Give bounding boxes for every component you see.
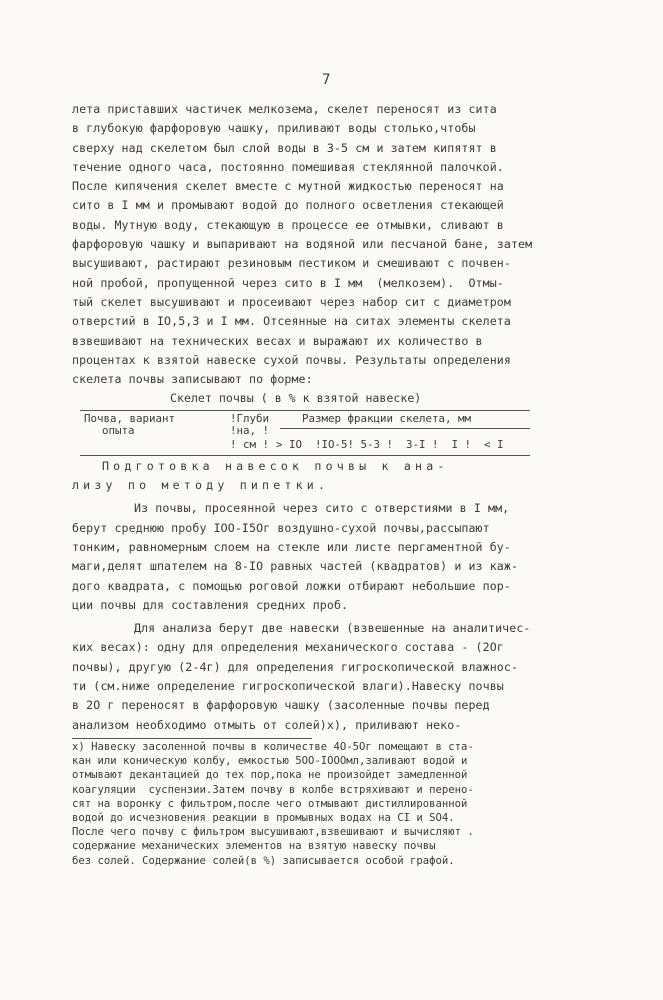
skeleton-form-table <box>80 409 592 457</box>
section-title-line-1: Подготовка навесок почвы к ана- <box>102 458 449 473</box>
text-line: ти (см.ниже определение гигроскопической влаги).Навеску почвы <box>72 679 504 694</box>
col-header-soil-2: опыта <box>102 423 135 437</box>
text-line: воды. Мутную воду, стекающую в процессе ее отмывки, сливают в <box>72 217 504 232</box>
footnote-line: без солей. Содержание солей(в %) записывается особой графой. <box>72 854 455 867</box>
fraction-sizes-row: > IO !IO-5! 5-3 ! 3-I ! I ! < I <box>276 437 504 451</box>
table-rule-top <box>80 410 530 411</box>
text-line: сверху над скелетом был слой воды в 3-5 см и затем кипятят в <box>72 140 497 155</box>
text-line: маги,делят шпателем на 8-IO равных частей (квадратов) и из каж- <box>72 559 519 574</box>
text-line: течение одного часа, постоянно помешивая стеклянной палочкой. <box>72 159 504 174</box>
text-line: высушивают, растирают резиновым пестиком и смешивают с почвен- <box>72 256 511 271</box>
text-line: ких весах): одну для определения механического состава - (2Oг <box>72 640 504 655</box>
table-rule-mid <box>280 428 530 429</box>
page-number: 7 <box>322 72 331 88</box>
text-line: взвешивают на технических весах и выражают их количество в <box>72 333 483 348</box>
text-line: анализом необходимо отмыть от солей)x), приливают неко- <box>72 717 462 732</box>
paragraph-3 <box>72 619 592 735</box>
col-header-depth: !Глуби <box>230 411 270 425</box>
main-text <box>72 100 592 868</box>
section-title <box>72 457 592 496</box>
text-line: тый скелет высушивают и просеивают через набор сит с диаметром <box>72 294 511 309</box>
footnote-line: отмывают декантацией до тех пор,пока не произойдет замедленной <box>72 769 468 782</box>
text-line: процентах к взятой навеске сухой почвы. Результаты определения <box>72 352 511 367</box>
table-rule-bottom <box>80 455 530 456</box>
text-line: скелета почвы записывают по форме: <box>72 372 313 387</box>
text-line: Из почвы, просеянной через сито с отверстиями в I мм, <box>134 501 510 516</box>
paragraph-2 <box>72 499 592 615</box>
col-header-fraction: Размер фракции скелета, мм <box>302 411 472 425</box>
footnote-line: сят на воронку с фильтром,после чего отмывают дистиллированной <box>72 797 468 810</box>
text-line: После кипячения скелет вместе с мутной жидкостью переносят на <box>72 179 504 194</box>
text-line: в глубокую фарфоровую чашку, приливают воды столько,чтобы <box>72 121 476 136</box>
footnote-line: коагуляции суспензии.Затем почву в колбе встряхивают и перено- <box>72 783 474 796</box>
text-line: фарфоровую чашку и выпаривают на водяной или песчаной бане, затем <box>72 237 533 252</box>
paragraph-1 <box>72 100 592 389</box>
footnote-line: содержание механических элементов на взятую навеску почвы <box>72 840 436 853</box>
text-line: дого квадрата, с помощью роговой ложки отбирают небольшие пор- <box>72 578 511 593</box>
text-line: отверстий в IO,5,3 и I мм. Отсеянные на ситах элементы скелета <box>72 314 511 329</box>
text-line: берут среднюю пробу IOO-I5Oг воздушно-сухой почвы,рассыпают <box>72 520 490 535</box>
text-line: тонким, равномерным слоем на стекле или листе пергаментной бу- <box>72 539 511 554</box>
footnote <box>72 738 592 868</box>
text-line: сито в I мм и промывают водой до полного осветления стекающей <box>72 198 504 213</box>
text-line: ции почвы для составления средних проб. <box>72 597 349 612</box>
table-caption: Скелет почвы ( в % к взятой навеске) <box>170 391 422 406</box>
text-line: в 2O г переносят в фарфоровую чашку (засоленные почвы перед <box>72 698 490 713</box>
text-line: почвы), другую (2-4г) для определения гигроскопической влажнос- <box>72 659 519 674</box>
text-line: лета приставших частичек мелкозема, скелет переносят из сита <box>72 102 497 116</box>
text-line: ной пробой, пропущенной через сито в I мм (мелкозем). Отмы- <box>72 275 504 290</box>
col-header-depth-3: ! см ! <box>230 437 270 451</box>
footnote-line: водой до исчезновения реакции в промывных водах на CI и SO4. <box>72 811 455 824</box>
text-line: Для анализа берут две навески (взвешенные на аналитичес- <box>134 621 531 636</box>
footnote-line: x) Навеску засоленной почвы в количестве 4O-5Oг помещают в ста- <box>72 740 474 753</box>
col-header-depth-2: !на, ! <box>230 423 270 437</box>
footnote-line: После чего почву с фильтром высушивают,взвешивают и вычисляют . <box>72 826 474 839</box>
section-title-line-2: лизу по методу пипетки. <box>72 478 330 493</box>
footnote-rule <box>72 738 312 739</box>
footnote-line: кан или коническую колбу, емкостью 5OO-IOOOмл,заливают водой и <box>72 755 468 768</box>
col-header-soil: Почва, вариант <box>84 411 176 425</box>
